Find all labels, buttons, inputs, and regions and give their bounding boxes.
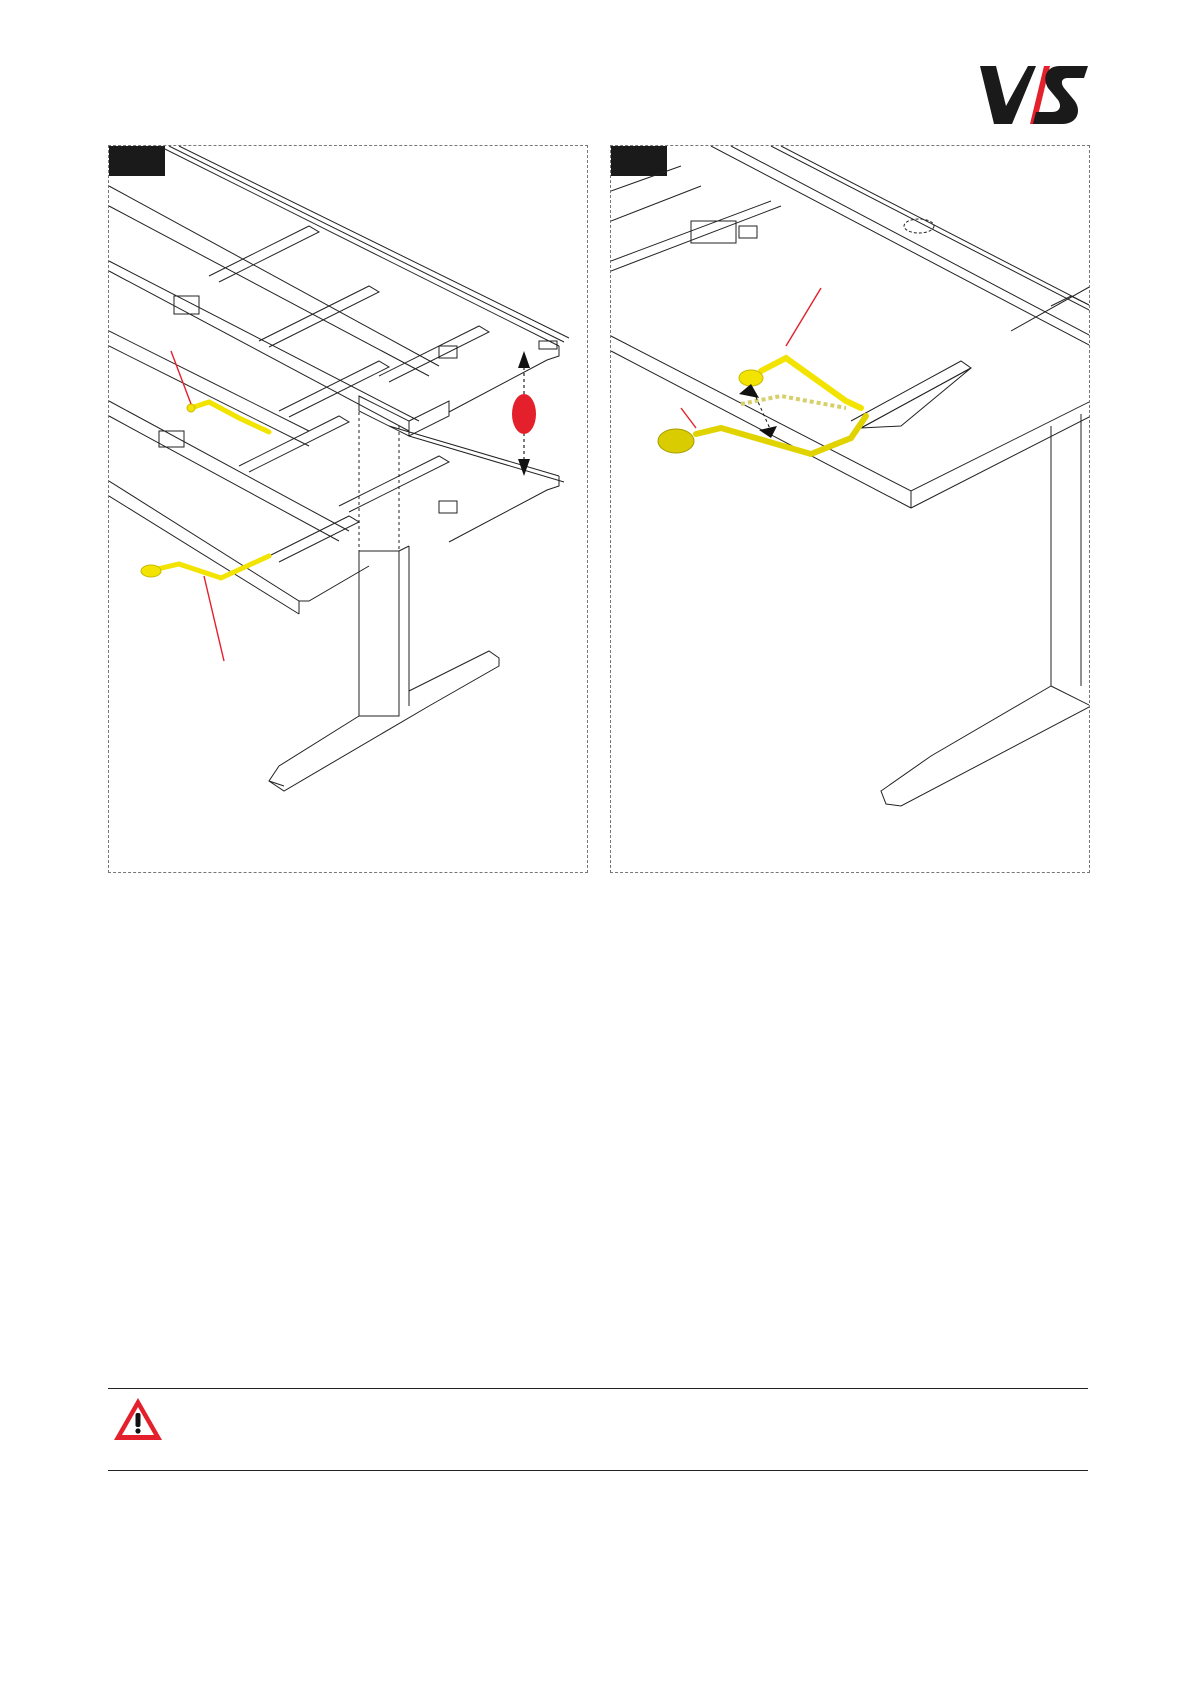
- crank-handle: [658, 358, 866, 454]
- desk-illustration-crank-fold: [611, 146, 1090, 873]
- warning-triangle-icon: [112, 1396, 164, 1442]
- warning-top-rule: [108, 1388, 1088, 1389]
- instruction-panel-1: [108, 145, 588, 873]
- height-adjust-indicator: [512, 351, 536, 476]
- warning-bottom-rule: [108, 1470, 1088, 1471]
- instruction-panel-2: [610, 145, 1090, 873]
- fold-arrow: [739, 384, 777, 438]
- desk-illustration-raised: [109, 146, 588, 873]
- vs-logo: [980, 64, 1090, 126]
